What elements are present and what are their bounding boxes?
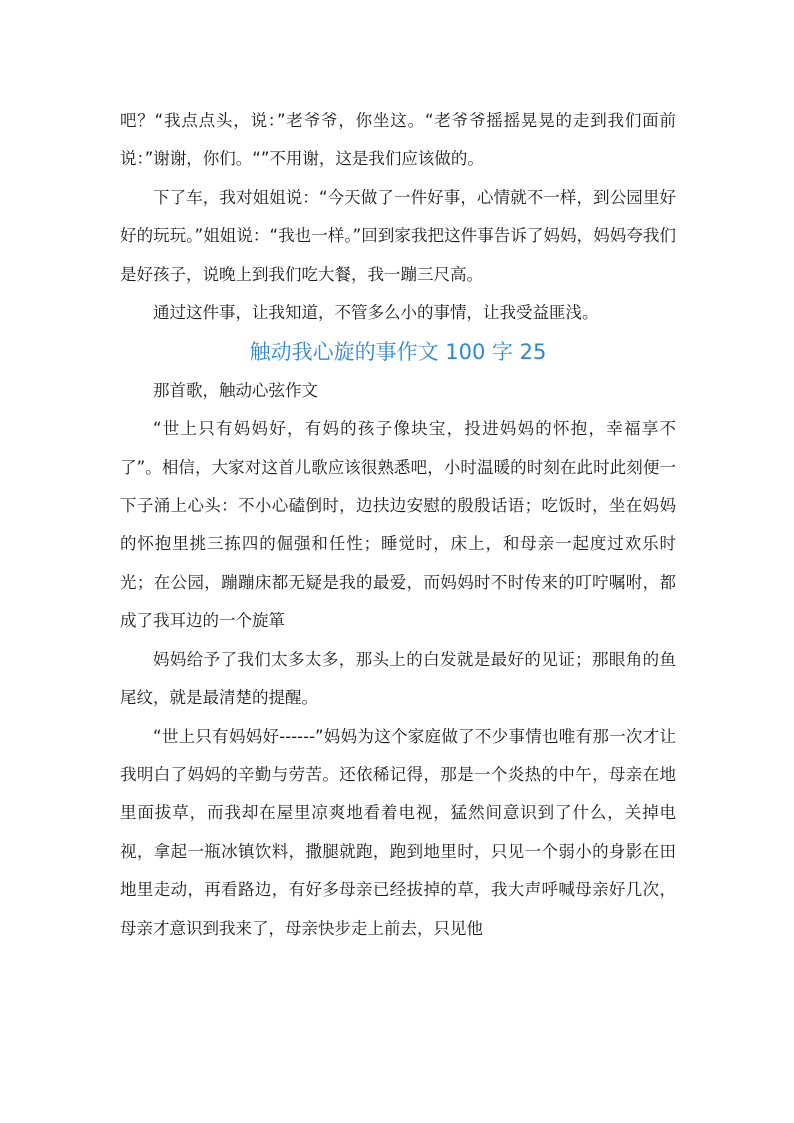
paragraph-subtitle: 那首歌，触动心弦作文 [153, 380, 318, 400]
paragraph-hot-noon-story: “世上只有妈妈好------”妈妈为这个家庭做了不少事情也唯有那一次才让我明白了妈妈的辛勤与劳苦。还依稀记得，那是一个炎热的中午，母亲在地里面拔草，而我却在屋里凉爽地看着电视，猛然间意识到了什么，关掉电视，拿起一瓶冰镇饮料，撒腿就跑，跑到地里时，只见一个弱小的身影在田地里走动，再看路边，有好多母亲已经拔掉的草，我大声呼喊母亲好几次，母亲才意识到我来了，母亲快步走上前去，只见他 [120, 726, 676, 938]
paragraph-get-off-bus: 下了车，我对姐姐说：“今天做了一件好事，心情就不一样，到公园里好好的玩玩。”姐姐说：“我也一样。”回到家我把这件事告诉了妈妈，妈妈夸我们是好孩子，说晚上到我们吃大餐，我一蹦三尺高。 [120, 187, 676, 284]
paragraph-song-memories: “世上只有妈妈好，有妈的孩子像块宝，投进妈妈的怀抱，幸福享不了”。相信，大家对这首儿歌应该很熟悉吧，小时温暖的时刻在此时此刻便一下子涌上心头：不小心磕倒时，边扶边安慰的殷殷话语；吃饭时，坐在妈妈的怀抱里挑三拣四的倔强和任性；睡觉时，床上，和母亲一起度过欢乐时光；在公园，蹦蹦床都无疑是我的最爱，而妈妈时不时传来的叮咛嘱咐，都成了我耳边的一个旋箪 [120, 419, 676, 631]
section-heading: 触动我心旋的事作文 100 字 25 [249, 340, 547, 365]
document-body [120, 102, 676, 948]
paragraph-mother-sacrifice: 妈妈给予了我们太多太多，那头上的白发就是最好的见证；那眼角的鱼尾纹，就是最清楚的提醒。 [120, 649, 676, 708]
paragraph-lesson: 通过这件事，让我知道，不管多么小的事情，让我受益匪浅。 [153, 303, 599, 323]
paragraph-continued: 吧？“我点点头，说：”老爷爷，你坐这。“老爷爷摇摇晃晃的走到我们面前说：”谢谢，你们。“”不用谢，这是我们应该做的。 [120, 111, 676, 169]
